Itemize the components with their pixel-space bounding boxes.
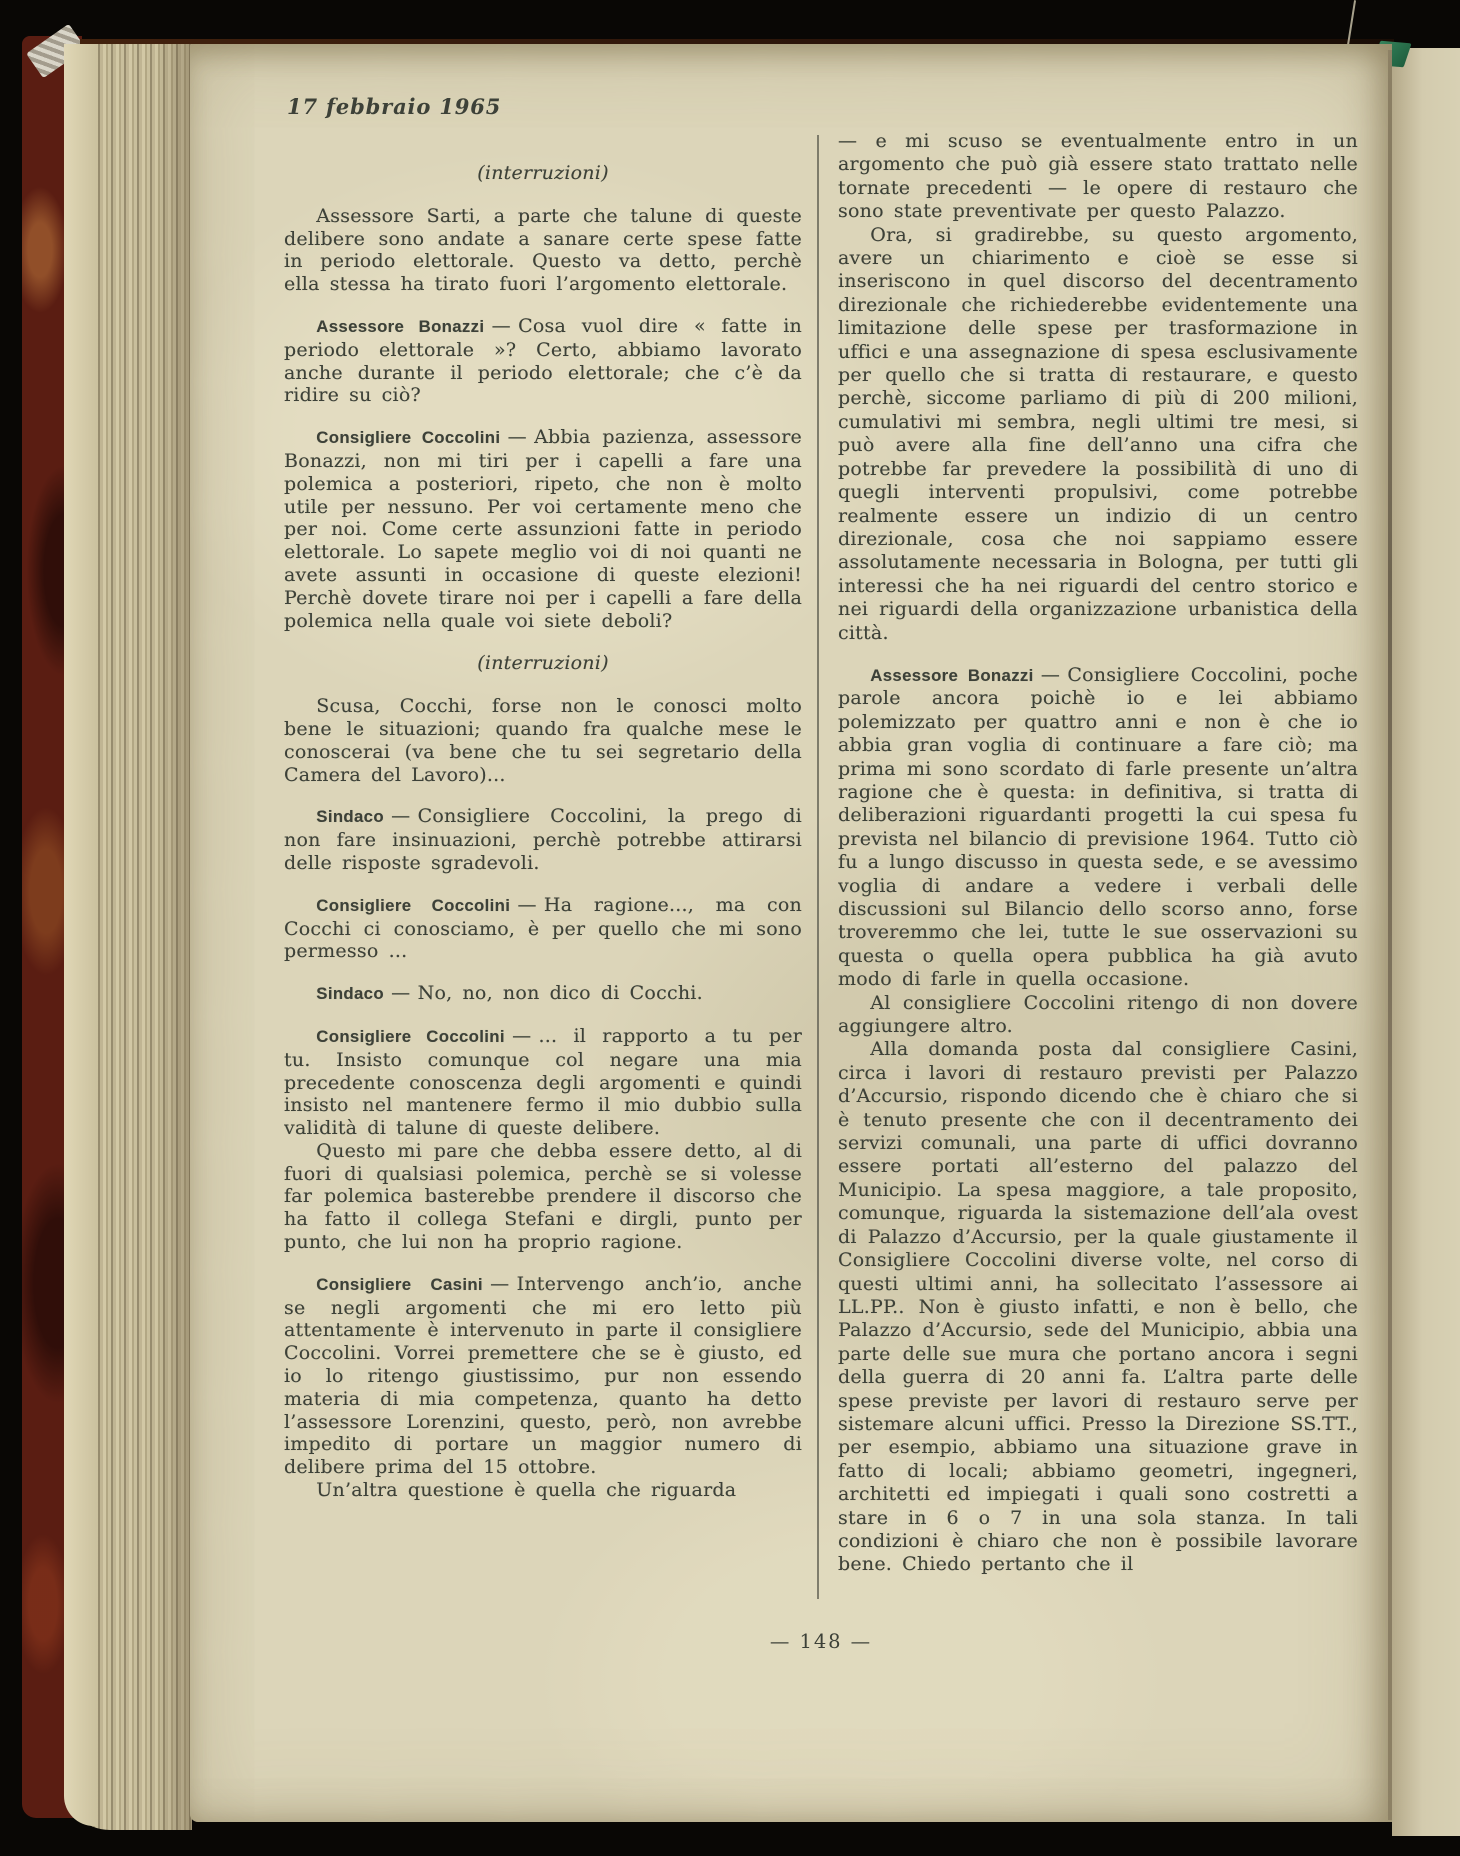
speech-paragraph [284,315,802,407]
speech-text: Cosa vuol dire « fatte in periodo elettorale »? Certo, abbiamo lavorato anche durante il periodo elettorale; che c’è da ridire su ciò? [284,314,802,407]
speech-dash: — [507,426,527,449]
speech-paragraph [284,1025,802,1140]
speaker-name: Consigliere Coccolini [316,1026,505,1046]
speech-paragraph [284,982,802,1006]
speech-text: No, no, non dico di Cocchi. [417,982,703,1005]
speech-text: Consigliere Coccolini, la prego di non fare insinuazioni, perchè potrebbe attirarsi delle risposte sgradevoli. [284,805,802,874]
speech-dash: — [490,1272,510,1295]
paragraph: Questo mi pare che debba essere detto, al di fuori di qualsiasi polemica, perchè se si volesse far polemica basterebbe prendere il discorso che ha fatto il collega Stefani e dirgli, punto per punto, che lui non ha proprio ragione. [284,1139,802,1254]
speaker-name: Assessore Bonazzi [870,665,1034,685]
speaker-name: Consigliere Casini [316,1274,483,1294]
right-text-column [838,130,1358,1678]
paragraph: Un’altra questione è quella che riguarda [316,1479,737,1502]
paragraph: Al consigliere Coccolini ritengo di non dovere aggiungere altro. [838,991,1358,1038]
paragraph: Alla domanda posta dal consigliere Casini, circa i lavori di restauro previsti per Palazzo d’Accursio, rispondo dicendo che è chiaro che si è tenuto presente che con il decentramento dei servizi comunali, una parte di uffici dovranno essere portati all’esterno del palazzo del Municipio. La spesa maggiore, a tale proposito, comunque, riguarda la sistemazione dell’ala ovest di Palazzo d’Accursio, per la quale giustamente il Consigliere Coccolini diverse volte, nel corso di questi ultimi anni, ha sollecitato l’assessore ai LL.PP.. Non è giusto infatti, e non è bello, che Palazzo d’Accursio, sede del Municipio, abbia una parte delle sue mura che portano ancora i segni della guerra di 20 anni fa. L’altra parte delle spese previste per lavori di restauro serve per sistemare alcuni uffici. Presso la Direzione SS.TT., per esempio, abbiamo una situazione grave in fatto di locali; abbiamo geometri, ingegneri, architetti ed impiegati i quali sono costretti a stare in 6 o 7 in una sola stanza. In tali condizioni è chiaro che non è possibile lavorare bene. Chiedo pertanto che il [838,1038,1358,1576]
speech-text: ... il rapporto a tu per tu. Insisto comunque col negare una mia precedente conoscenza degli argomenti e quindi insisto nel mantenere fermo il mio dubbio sulla validità di talune di queste delibere. [284,1024,802,1140]
page-number: — 148 — [769,1630,873,1653]
speech-paragraph [284,1273,802,1479]
stage-note: (interruzioni) [477,162,609,184]
scanned-book-page [190,44,1392,1822]
paragraph: Scusa, Cocchi, forse non le conosci molto bene le situazioni; quando fra qualche mese le conoscerai (va bene che tu sei segretario della Camera del Lavoro)... [284,695,802,786]
speech-dash: — [391,982,411,1005]
speaker-name: Consigliere Coccolini [316,428,501,448]
speech-dash: — [491,314,511,337]
stage-note: (interruzioni) [477,652,609,675]
speaker-name: Consigliere Coccolini [316,895,511,915]
gutter-crease [1388,50,1392,1820]
first-page-edge [64,44,98,1826]
column-divider-rule [817,135,819,1599]
speech-paragraph [284,426,802,632]
speech-dash: — [517,893,537,916]
speaker-name: Assessore Bonazzi [316,316,485,336]
left-text-column [284,142,802,1652]
speech-paragraph [838,664,1358,992]
speech-dash: — [1040,663,1061,686]
paragraph: Assessore Sarti, a parte che talune di queste delibere sono andate a sanare certe spese fatte in periodo elettorale. Questo va detto, perchè ella stessa ha tirato fuori l’argomento elettorale. [284,204,802,296]
speech-paragraph [284,805,802,874]
facing-page-sliver [1392,48,1460,1836]
paragraph: — e mi scuso se eventualmente entro in un argomento che può già essere stato trattato nelle tornate precedenti — le opere di restauro che sono state preventivate per questo Palazzo. [838,130,1358,223]
speech-text: Ha ragione..., ma con Cocchi ci conosciamo, è per quello che mi sono permesso ... [284,893,802,963]
page-header-date: 17 febbraio 1965 [287,94,502,119]
speech-dash: — [391,805,411,828]
speech-dash: — [512,1024,532,1047]
speech-text: Intervengo anch’io, anche se negli argomenti che mi ero letto più attentamente è intervenuto in parte il consigliere Coccolini. Vorrei premettere che se è giusto, ed io lo ritengo giustissimo, pur non essendo materia di mia competenza, quanto ha detto l’assessore Lorenzini, questo, però, non avrebbe impedito di portare un maggior numero di delibere prima del 15 ottobre. [284,1272,802,1479]
speech-text: Consigliere Coccolini, poche parole ancora poichè io e lei abbiamo polemizzato per quattro anni e non è che io abbia gran voglia di continuare a fare ciò; ma prima mi sono scordato di farle presente un’altra ragione che è questa: in definitiva, si tratta di deliberazioni riguardanti progetti la cui spesa fu prevista nel bilancio di previsione 1964. Tutto ciò fu a lungo discusso in questa sede, e se avessimo voglia di andare a vedere i verbali delle discussioni sul Bilancio dello scorso anno, forse troveremmo che lei, tutte le sue osservazioni su questa o quella opera pubblica ha già avuto modo di farle in quella occasione. [838,663,1358,991]
speech-text: Abbia pazienza, assessore Bonazzi, non mi tiri per i capelli a fare una polemica a posteriori, ripeto, che non è molto utile per nessuno. Per voi certamente meno che per noi. Come certe assunzioni fatte in periodo elettorale. Lo sapete meglio voi di noi quanti ne avete assunti in occasione di queste elezioni! Perchè dovete tirare noi per i capelli a fare della polemica nella quale voi siete deboli? [284,426,802,632]
paragraph: Ora, si gradirebbe, su questo argomento, avere un chiarimento e cioè se esse si inseriscono in quel discorso del decentramento direzionale che richiederebbe evidentemente una limitazione delle spese per trasformazione in uffici e una assegnazione di spesa esclusivamente per quello che si tratta di restaurare, e questo perchè, siccome parliamo di più di 200 milioni, cumulativi mi sembra, negli ultimi tre mesi, si può avere alla fine dell’anno una cifra che potrebbe far prevedere la possibilità di uno di quegli interventi propulsivi, come potrebbe realmente essere un indizio di un centro direzionale, cosa che noi sappiamo essere assolutamente necessaria in Bologna, per tutti gli interessi che ha nei riguardi del centro storico e nei riguardi della organizzazione urbanistica della città. [838,223,1358,644]
speech-paragraph [284,894,802,963]
speaker-name: Sindaco [316,807,384,827]
speaker-name: Sindaco [316,984,384,1004]
